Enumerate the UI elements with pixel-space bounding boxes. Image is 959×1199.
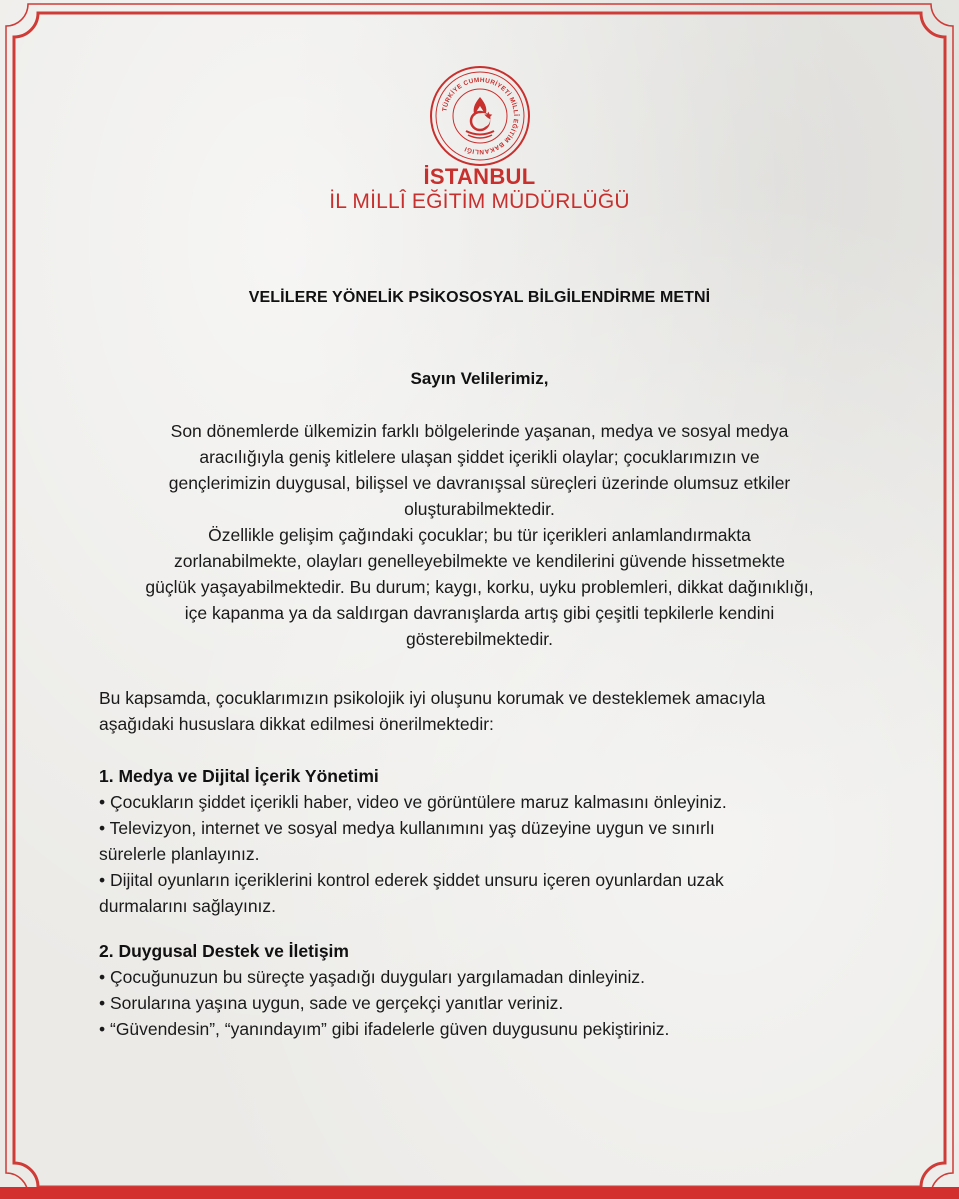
intro-line: içe kapanma ya da saldırgan davranışlarda artış gibi çeşitli tepkilerle kendini [184, 603, 775, 623]
city-heading: İSTANBUL [423, 164, 536, 189]
intro-line: aracılığıyla geniş kitlelere ulaşan şiddet içerikli olaylar; çocuklarımızın ve [199, 447, 760, 467]
intro-line: gösterebilmektedir. [406, 629, 553, 649]
intro-line: Son dönemlerde ülkemizin farklı bölgelerinde yaşanan, medya ve sosyal medya [170, 421, 789, 441]
list-item: durmalarını sağlayınız. [99, 896, 277, 916]
scope-line: Bu kapsamda, çocuklarımızın psikolojik iyi oluşunu korumak ve desteklemek amacıyla [99, 688, 766, 708]
list-item: sürelerle planlayınız. [99, 844, 260, 864]
intro-line: güçlük yaşayabilmektedir. Bu durum; kaygı, korku, uyku problemleri, dikkat dağınıklığı, [145, 577, 814, 597]
list-item: • Sorularına yaşına uygun, sade ve gerçekçi yanıtlar veriniz. [99, 993, 564, 1013]
list-item: • Televizyon, internet ve sosyal medya kullanımını yaş düzeyine uygun ve sınırlı [99, 818, 715, 838]
list-item: • Çocukların şiddet içerikli haber, video ve görüntülere maruz kalmasını önleyiniz. [99, 792, 727, 812]
ministry-emblem-logo [428, 64, 532, 168]
greeting: Sayın Velilerimiz, [410, 369, 549, 388]
section-heading-emotional-support: 2. Duygusal Destek ve İletişim [99, 941, 349, 961]
directorate-heading: İL MİLLÎ EĞİTİM MÜDÜRLÜĞÜ [329, 190, 630, 213]
scope-line: aşağıdaki hususlara dikkat edilmesi önerilmektedir: [99, 714, 494, 734]
list-item: • Dijital oyunların içeriklerini kontrol ederek şiddet unsuru içeren oyunlardan uzak [99, 870, 724, 890]
svg-text:TÜRKİYE CUMHURİYETİ MİLLÎ EĞİT: TÜRKİYE CUMHURİYETİ MİLLÎ EĞİTİM BAKANLIĞI [441, 76, 520, 156]
emotional-support-list [99, 964, 879, 1042]
list-item: • “Güvendesin”, “yanındayım” gibi ifadelerle güven duygusunu pekiştiriniz. [99, 1019, 670, 1039]
section-heading-media: 1. Medya ve Dijital İçerik Yönetimi [99, 766, 379, 786]
intro-line: gençlerimizin duygusal, bilişsel ve davranışsal süreçleri üzerinde olumsuz etkiler [168, 473, 791, 493]
list-item: • Çocuğunuzun bu süreçte yaşadığı duyguları yargılamadan dinleyiniz. [99, 967, 646, 987]
bottom-red-strip [0, 1187, 959, 1199]
scope-paragraph [99, 685, 879, 737]
intro-line: Özellikle gelişim çağındaki çocuklar; bu tür içerikleri anlamlandırmakta [208, 525, 751, 545]
media-recommendations-list [99, 789, 879, 919]
intro-line: oluşturabilmektedir. [404, 499, 555, 519]
intro-line: zorlanabilmekte, olayları genelleyebilmekte ve kendilerini güvende hissetmekte [174, 551, 785, 571]
intro-paragraph [98, 418, 861, 652]
document-title: VELİLERE YÖNELİK PSİKOSOSYAL BİLGİLENDİRME METNİ [248, 289, 711, 306]
